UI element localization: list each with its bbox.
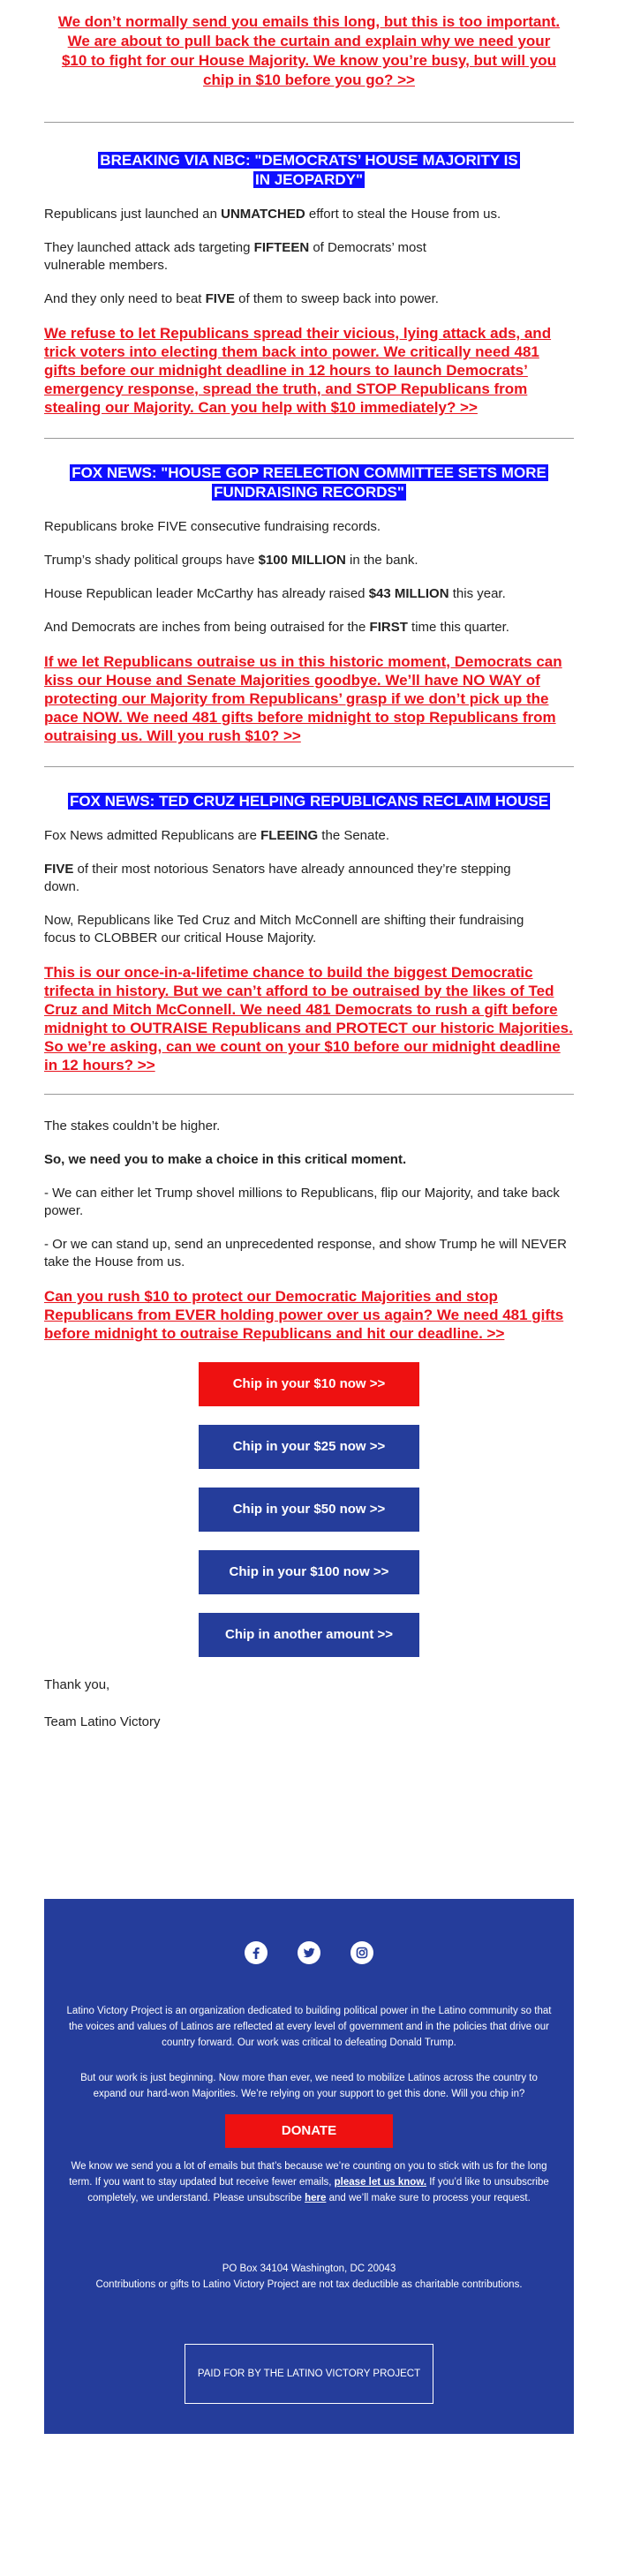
chip-in-25-button[interactable]: Chip in your $25 now >> — [199, 1425, 419, 1469]
body-paragraph: Trump’s shady political groups have $100 MILLION in the bank. — [44, 553, 418, 568]
body-paragraph: - We can either let Trump shovel millions to Republicans, flip our Majority, and take back power. — [44, 1186, 560, 1218]
tax-disclaimer: Contributions or gifts to Latino Victory Project are not tax deductible as charitable contributions. — [95, 2279, 523, 2290]
body-paragraph: Fox News admitted Republicans are FLEEING the Senate. — [44, 828, 390, 843]
instagram-icon[interactable] — [350, 1941, 373, 1964]
body-paragraph: So, we need you to make a choice in this critical moment. — [44, 1152, 407, 1167]
donate-cta-link[interactable]: We refuse to let Republicans spread their vicious, lying attack ads, and trick voters into electing them back into power. We critically need 481 gifts before our midnight deadline in 12 hours to launch Democrats’ emergency response, spread the truth, and STOP Republicans from stealing our Majority. Can you help with $10 immediately? >> — [44, 325, 552, 416]
section-fox-records — [0, 463, 618, 745]
footer-donate-button[interactable]: DONATE — [225, 2114, 393, 2148]
chip-in-50-button[interactable]: Chip in your $50 now >> — [199, 1488, 419, 1532]
divider — [44, 122, 574, 123]
twitter-icon[interactable] — [298, 1941, 320, 1964]
mailing-address: PO Box 34104 Washington, DC 20043 — [222, 2263, 396, 2274]
paid-for-box: PAID FOR BY THE LATINO VICTORY PROJECT — [185, 2344, 433, 2404]
chip-in-other-button[interactable]: Chip in another amount >> — [199, 1613, 419, 1657]
section-headline — [44, 151, 574, 190]
section-headline — [44, 463, 574, 502]
thanks-text: Thank you, — [44, 1677, 110, 1692]
headline-text: FOX NEWS: "HOUSE GOP REELECTION COMMITTEE SETS MORE FUNDRAISING RECORDS" — [72, 464, 546, 501]
unsubscribe-link[interactable]: here — [305, 2193, 327, 2203]
donate-cta-link[interactable]: Can you rush $10 to protect our Democratic Majorities and stop Republicans from EVER holding power over us again? We need 481 gifts before midnight to outraise Republicans and hit our deadline. >> — [44, 1288, 564, 1342]
donation-buttons — [0, 1362, 618, 1657]
donate-cta-link[interactable]: This is our once-in-a-lifetime chance to build the biggest Democratic trifecta in history. But we can’t afford to be outraised by the likes of Ted Cruz and Mitch McConnell. We need 481 Democrats to rush a gift before midnight to OUTRAISE Republicans and PROTECT our historic Majorities. So we’re asking, can we count on your $10 before our midnight deadline in 12 hours? >> — [44, 964, 573, 1073]
body-paragraph: Now, Republicans like Ted Cruz and Mitch McConnell are shifting their fundraising focus to CLOBBER our critical House Majority. — [44, 913, 524, 945]
body-paragraph: - Or we can stand up, send an unprecedented response, and show Trump he will NEVER take the House from us. — [44, 1237, 567, 1269]
divider — [44, 438, 574, 439]
body-paragraph: House Republican leader McCarthy has already raised $43 MILLION this year. — [44, 586, 506, 601]
fewer-emails-link[interactable]: please let us know. — [334, 2177, 427, 2188]
headline-text: BREAKING VIA NBC: "DEMOCRATS’ HOUSE MAJORITY IS IN JEOPARDY" — [100, 152, 518, 188]
section-choice — [0, 1118, 618, 1343]
section-fox-cruz — [0, 792, 618, 1074]
chip-in-100-button[interactable]: Chip in your $100 now >> — [199, 1550, 419, 1594]
intro-donate-link[interactable]: We don’t normally send you emails this long, but this is too important. We are about to pull back the curtain and explain why we need your $10 to fight for our House Majority. We know you’re busy, but will you chip in $10 before you go? >> — [57, 13, 561, 88]
chip-in-10-button[interactable]: Chip in your $10 now >> — [199, 1362, 419, 1406]
body-paragraph: The stakes couldn’t be higher. — [44, 1119, 221, 1134]
signoff — [0, 1676, 618, 1731]
section-headline — [44, 792, 574, 811]
footer — [44, 1899, 574, 2434]
body-paragraph: And they only need to beat FIVE of them to sweep back into power. — [44, 291, 439, 306]
social-links — [44, 1899, 574, 1968]
email-preferences-text: We know we send you a lot of emails but that’s because we’re counting on you to stick with us for the long term. If you want to stay updated but receive fewer emails, please let us know. If you’d like to unsubscribe completely, we understand. Please unsubscribe here and we’ll make sure to process your request. — [69, 2161, 549, 2203]
mobilize-text: But our work is just beginning. Now more than ever, we need to mobilize Latinos across the country to expand our hard-won Majorities. We’re relying on your support to get this done. Will you chip in? — [80, 2073, 538, 2099]
body-paragraph: Republicans just launched an UNMATCHED effort to steal the House from us. — [44, 207, 501, 222]
facebook-icon[interactable] — [245, 1941, 268, 1964]
divider — [44, 766, 574, 767]
body-paragraph: FIVE of their most notorious Senators have already announced they’re stepping down. — [44, 862, 511, 894]
headline-text: FOX NEWS: TED CRUZ HELPING REPUBLICANS RECLAIM HOUSE — [69, 793, 549, 810]
body-paragraph: And Democrats are inches from being outraised for the FIRST time this quarter. — [44, 620, 509, 635]
body-paragraph: Republicans broke FIVE consecutive fundraising records. — [44, 519, 381, 534]
section-nbc — [0, 151, 618, 417]
about-text: Latino Victory Project is an organization dedicated to building political power in the Latino community so that the voices and values of Latinos are reflected at every level of government and in the policies that drive our country forward. Our work was critical to defeating Donald Trump. — [66, 2006, 552, 2048]
body-paragraph: They launched attack ads targeting FIFTEEN of Democrats’ most vulnerable members. — [44, 240, 426, 273]
team-signature: Team Latino Victory — [44, 1714, 161, 1729]
donate-cta-link[interactable]: If we let Republicans outraise us in this historic moment, Democrats can kiss our House and Senate Majorities goodbye. We’ll have NO WAY of protecting our Majority from Republicans’ grasp if we don’t pick up the pace NOW. We need 481 gifts before midnight to stop Republicans from outraising us. Will you rush $10? >> — [44, 653, 562, 744]
divider — [44, 1094, 574, 1095]
